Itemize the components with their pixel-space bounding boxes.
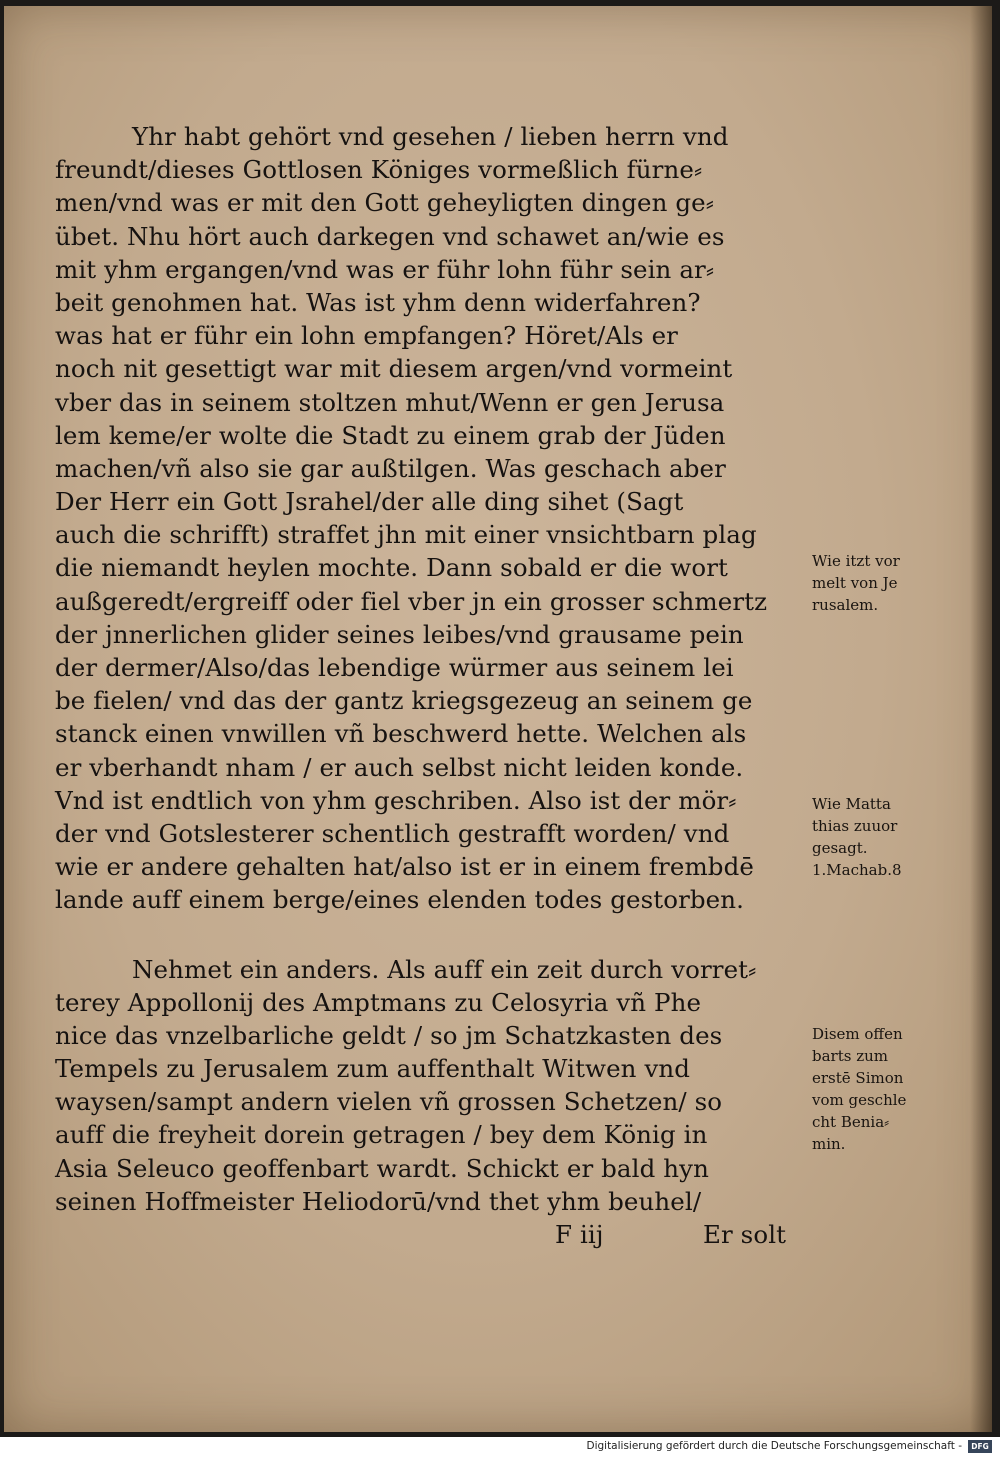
text-line: übet. Nhu hört auch darkegen vnd schawet an/wie es <box>55 221 725 251</box>
marginal-note-line: vom geschle <box>812 1091 907 1109</box>
paragraph-2 <box>55 953 815 1219</box>
text-line: nice das vnzelbarliche geldt / so jm Schatzkasten des <box>55 1020 723 1050</box>
text-line: be fielen/ vnd das der gantz kriegsgezeug an seinem ge <box>55 686 753 716</box>
text-line: auch die schrifft) straffet jhn mit einer vnsichtbarn plag <box>55 520 757 550</box>
text-line: der jnnerlichen glider seines leibes/vnd grausame pein <box>55 619 744 649</box>
text-line: vber das in seinem stoltzen mhut/Wenn er gen Jerusa <box>55 387 725 417</box>
funding-credit: Digitalisierung gefördert durch die Deutsche Forschungsgemeinschaft - <box>586 1440 962 1452</box>
text-line: lande auff einem berge/eines elenden todes gestorben. <box>55 885 745 915</box>
text-line: was hat er führ ein lohn empfangen? Höret/Als er <box>55 321 678 351</box>
marginal-note-line: cht Benia⸗ <box>812 1113 890 1131</box>
text-line: er vberhandt nham / er auch selbst nicht leiden konde. <box>55 752 744 782</box>
catchword: Er solt <box>703 1220 787 1249</box>
main-text-block <box>55 120 815 1251</box>
marginal-note-3 <box>812 1023 952 1155</box>
footer-bar <box>0 1437 1000 1457</box>
paragraph-1 <box>55 120 815 917</box>
text-line: freundt/dieses Gottlosen Königes vormeßlich fürne⸗ <box>55 155 703 185</box>
text-line: seinen Hoffmeister Heliodorū/vnd thet yhm beuhel/ <box>55 1186 702 1216</box>
text-line: stanck einen vnwillen vñ beschwerd hette. Welchen als <box>55 719 747 749</box>
text-line: auff die freyheit dorein getragen / bey dem König in <box>55 1120 708 1150</box>
marginal-note-line: melt von Je <box>812 574 898 592</box>
book-page <box>4 6 992 1432</box>
text-line: lem keme/er wolte die Stadt zu einem grab der Jüden <box>55 420 726 450</box>
text-line: wie er andere gehalten hat/also ist er in einem frembdē <box>55 852 754 882</box>
marginal-note-line: Disem offen <box>812 1025 903 1043</box>
text-line: die niemandt heylen mochte. Dann sobald er die wort <box>55 553 728 583</box>
marginal-note-line: Wie itzt vor <box>812 552 900 570</box>
text-line: Yhr habt gehört vnd gesehen / lieben herrn vnd <box>132 122 729 151</box>
dfg-logo: DFG <box>968 1440 992 1453</box>
marginal-note-line: barts zum <box>812 1047 888 1065</box>
marginal-note-line: min. <box>812 1135 846 1153</box>
text-line: Nehmet ein anders. Als auff ein zeit durch vorret⸗ <box>132 954 757 984</box>
text-line: der dermer/Also/das lebendige würmer aus seinem lei <box>55 653 734 682</box>
text-line: beit genohmen hat. Was ist yhm denn widerfahren? <box>55 287 701 317</box>
text-line: der vnd Gotslesterer schentlich gestrafft worden/ vnd <box>55 818 730 848</box>
signature-line <box>55 1218 815 1251</box>
signature-mark: F iij <box>555 1220 604 1249</box>
marginal-note-line: Wie Matta <box>812 795 891 813</box>
text-line: waysen/sampt andern vielen vñ grossen Schetzen/ so <box>55 1087 723 1117</box>
text-line: außgeredt/ergreiff oder fiel vber jn ein grosser schmertz <box>55 586 768 616</box>
text-line: noch nit gesettigt war mit diesem argen/vnd vormeint <box>55 354 733 384</box>
paragraph-gap <box>55 917 815 953</box>
text-line: Vnd ist endtlich von yhm geschriben. Also ist der mör⸗ <box>55 785 737 815</box>
text-line: Tempels zu Jerusalem zum auffenthalt Witwen vnd <box>55 1054 691 1084</box>
text-line: mit yhm ergangen/vnd was er führ lohn führ sein ar⸗ <box>55 254 715 284</box>
text-line: terey Appollonij des Amptmans zu Celosyria vñ Phe <box>55 987 702 1017</box>
marginal-note-line: 1.Machab.8 <box>812 861 902 879</box>
marginal-note-1 <box>812 550 952 616</box>
marginal-note-line: rusalem. <box>812 596 879 614</box>
text-line: machen/vñ also sie gar außtilgen. Was geschach aber <box>55 453 726 483</box>
text-line: Der Herr ein Gott Jsrahel/der alle ding sihet (Sagt <box>55 487 684 517</box>
marginal-note-2 <box>812 793 952 881</box>
marginal-note-line: erstē Simon <box>812 1069 904 1087</box>
text-line: Asia Seleuco geoffenbart wardt. Schickt er bald hyn <box>55 1153 709 1183</box>
marginal-note-line: thias zuuor <box>812 817 898 835</box>
text-line: men/vnd was er mit den Gott geheyligten dingen ge⸗ <box>55 188 714 218</box>
marginal-note-line: gesagt. <box>812 839 868 857</box>
